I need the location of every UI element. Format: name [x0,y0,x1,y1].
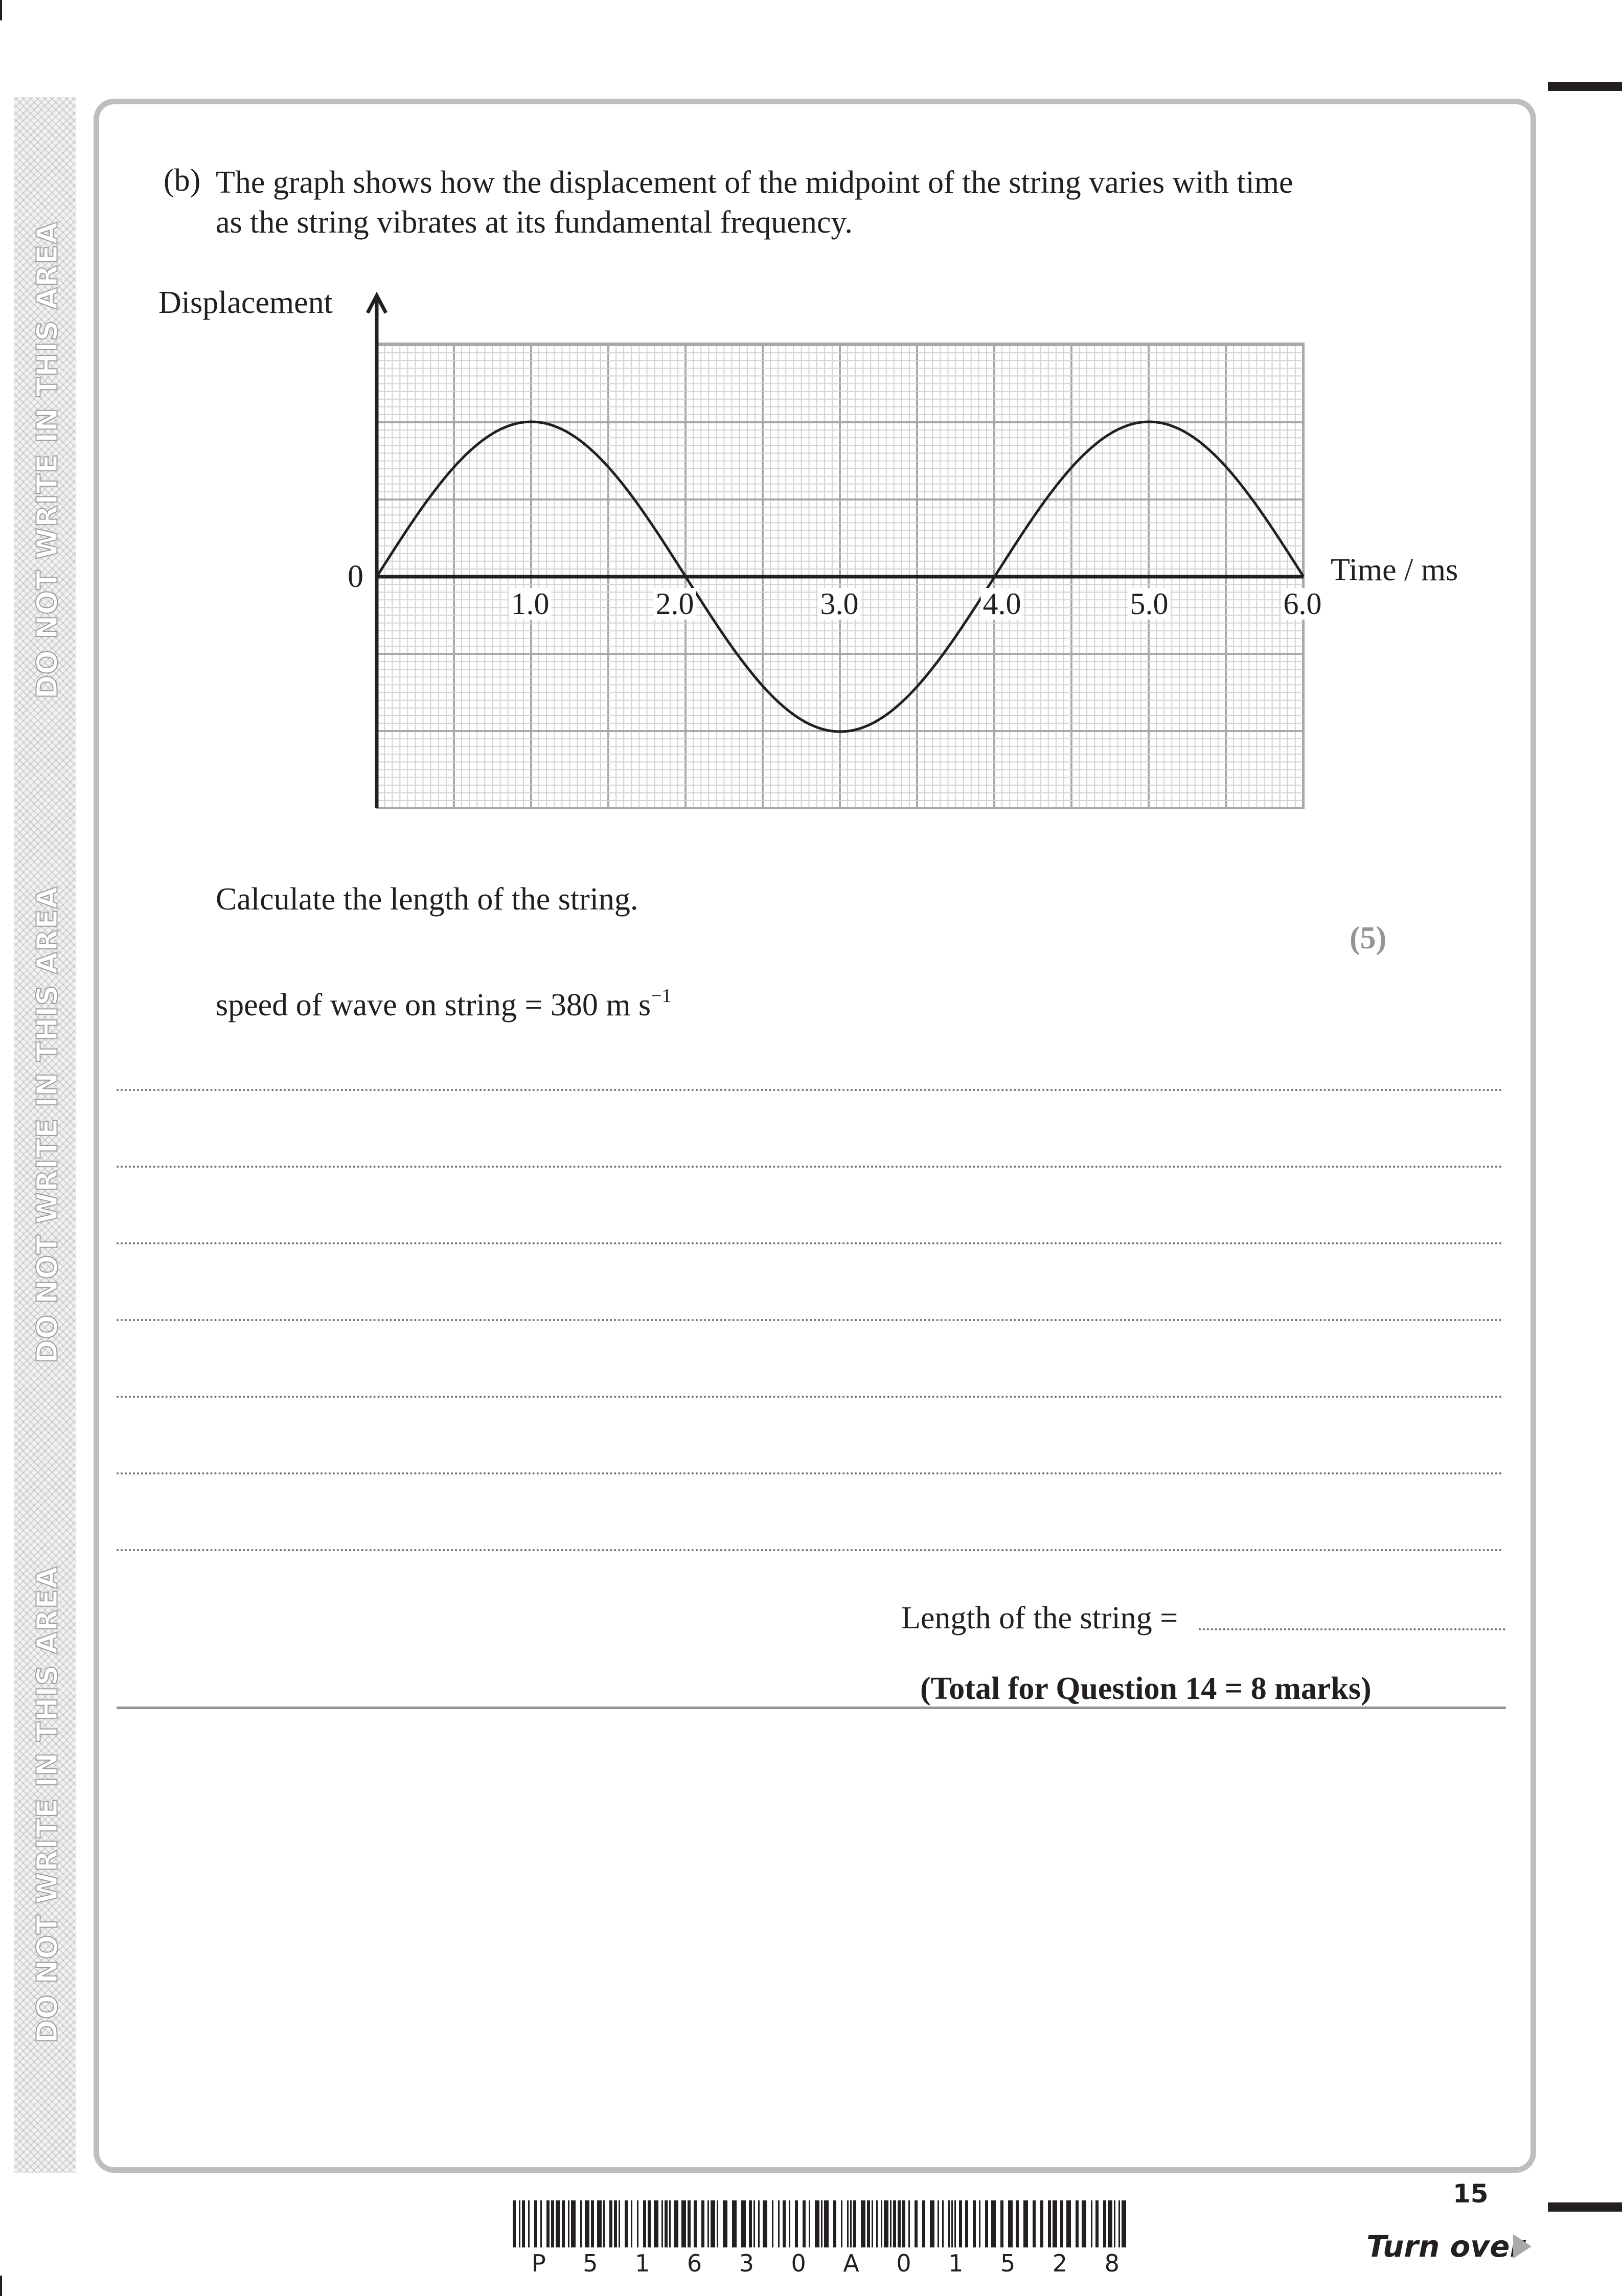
question-total: (Total for Question 14 = 8 marks) [920,1671,1372,1706]
turn-over-label: Turn over [1366,2229,1525,2264]
barcode-bar [654,2200,658,2247]
barcode-digits [532,2249,1120,2277]
answer-line[interactable] [117,1089,1503,1091]
answer-label: Length of the string = [901,1601,1178,1635]
given-data-superscript: −1 [651,985,672,1007]
barcode-bar [669,2200,671,2247]
barcode-digit: 1 [635,2249,650,2277]
barcode-bar [1048,2200,1051,2247]
barcode-bar [938,2200,939,2247]
barcode-bar [973,2200,976,2247]
barcode-bar [948,2200,950,2247]
barcode-bar [1103,2200,1106,2247]
barcode-digit: A [843,2249,859,2277]
barcode-bar [591,2200,594,2247]
barcode-bar [942,2200,944,2247]
barcode-bar [723,2200,727,2247]
barcode-bar [1114,2200,1115,2247]
x-axis-label: Time / ms [1331,553,1458,587]
barcode-bar [803,2200,806,2247]
barcode-bar [1053,2200,1057,2247]
barcode-bar [674,2200,678,2247]
barcode-bar [1095,2200,1099,2247]
barcode-bar [841,2200,842,2247]
barcode-bar [597,2200,602,2247]
barcode-bar [985,2200,988,2247]
barcode-bar [1016,2200,1019,2247]
barcode-bar [1033,2200,1036,2247]
turn-over-arrow-icon [1513,2234,1532,2259]
barcode-digit: 0 [791,2249,806,2277]
barcode-bar [625,2200,628,2247]
barcode-bar [609,2200,612,2247]
barcode-bar [902,2200,905,2247]
answer-line[interactable] [117,1472,1503,1474]
barcode-bar [872,2200,873,2247]
barcode-bar [1040,2200,1043,2247]
barcode-bar [580,2200,582,2247]
barcode-bar [833,2200,836,2247]
barcode-bar [915,2200,918,2247]
barcode-bar [1108,2200,1112,2247]
barcode-bar [853,2200,856,2247]
barcode-bar [571,2200,576,2247]
answer-line[interactable] [117,1166,1503,1168]
given-data [216,985,672,1024]
barcode-bar [643,2200,646,2247]
x-tick-label: 5.0 [1128,588,1171,620]
y-axis-label: Displacement [158,285,333,320]
barcode [513,2200,1131,2247]
barcode-bar [965,2200,968,2247]
barcode-bar [694,2200,697,2247]
origin-label: 0 [348,559,363,594]
x-tick-label: 4.0 [981,588,1023,620]
instruction-text: Calculate the length of the string. [216,882,638,917]
barcode-digit: P [532,2249,546,2277]
barcode-bar [795,2200,798,2247]
barcode-bar [749,2200,752,2247]
barcode-bar [513,2200,516,2247]
x-tick-label: 3.0 [818,588,861,620]
barcode-bar [522,2200,525,2247]
barcode-bar [1122,2200,1126,2247]
barcode-bar [847,2200,849,2247]
barcode-bar [519,2200,520,2247]
barcode-bar [1000,2200,1003,2247]
barcode-bar [528,2200,530,2247]
barcode-bar [815,2200,819,2247]
barcode-bar [778,2200,780,2247]
question-part-label: (b) [164,163,201,198]
answer-line[interactable] [117,1396,1503,1398]
barcode-bar [540,2200,542,2247]
barcode-digit: 3 [739,2249,754,2277]
question-text-line-1: The graph shows how the displacement of the midpoint of the string varies with time [216,165,1293,200]
barcode-bar [898,2200,901,2247]
x-tick-label: 6.0 [1282,588,1324,620]
answer-line[interactable] [117,1242,1503,1244]
barcode-bar [908,2200,910,2247]
barcode-bar [603,2200,605,2247]
barcode-bar [1118,2200,1120,2247]
barcode-bar [881,2200,882,2247]
barcode-bar [661,2200,663,2247]
barcode-bar [890,2200,892,2247]
barcode-bar [741,2200,746,2247]
barcode-bar [1076,2200,1079,2247]
barcode-bar [763,2200,767,2247]
barcode-bar [619,2200,620,2247]
barcode-bar [922,2200,925,2247]
given-data-text: speed of wave on string = 380 m s [216,988,651,1022]
barcode-bar [876,2200,878,2247]
barcode-bar [717,2200,718,2247]
barcode-bar [959,2200,962,2247]
barcode-bar [809,2200,810,2247]
displacement-time-graph [0,0,1622,869]
barcode-bar [861,2200,865,2247]
barcode-bar [631,2200,632,2247]
x-tick-label: 1.0 [509,588,552,620]
barcode-bar [783,2200,786,2247]
barcode-digit: 5 [583,2249,598,2277]
barcode-bar [951,2200,953,2247]
answer-line[interactable] [117,1319,1503,1321]
barcode-bar [648,2200,651,2247]
barcode-bar [979,2200,980,2247]
answer-field[interactable] [1199,1628,1505,1630]
marks-available: (5) [1350,921,1387,956]
barcode-bar [1023,2200,1028,2247]
barcode-bar [546,2200,550,2247]
registration-tick-bottom [1548,2202,1622,2212]
barcode-digit: 6 [687,2249,702,2277]
answer-line[interactable] [117,1549,1503,1551]
barcode-bar [824,2200,829,2247]
barcode-bar [930,2200,934,2247]
barcode-bar [758,2200,760,2247]
barcode-bar [585,2200,589,2247]
page-number: 15 [1453,2179,1489,2209]
x-tick-label: 2.0 [654,588,696,620]
barcode-bar [637,2200,638,2247]
barcode-bar [850,2200,852,2247]
barcode-bar [1082,2200,1086,2247]
barcode-bar [1008,2200,1013,2247]
barcode-bar [665,2200,668,2247]
barcode-bar [681,2200,686,2247]
barcode-bar [688,2200,691,2247]
barcode-bar [772,2200,773,2247]
question-end-rule [117,1707,1506,1709]
barcode-bar [551,2200,554,2247]
barcode-digit: 5 [1000,2249,1016,2277]
barcode-bar [701,2200,704,2247]
barcode-bar [884,2200,888,2247]
barcode-bar [893,2200,896,2247]
barcode-bar [1060,2200,1063,2247]
barcode-digit: 8 [1104,2249,1120,2277]
barcode-bar [534,2200,537,2247]
barcode-bar [568,2200,569,2247]
barcode-bar [789,2200,790,2247]
barcode-digit: 0 [896,2249,911,2277]
barcode-bar [954,2200,956,2247]
barcode-bar [707,2200,709,2247]
barcode-bar [1066,2200,1071,2247]
barcode-bar [562,2200,565,2247]
barcode-bar [732,2200,737,2247]
barcode-digit: 2 [1052,2249,1068,2277]
barcode-bar [753,2200,755,2247]
barcode-bar [867,2200,870,2247]
barcode-bar [711,2200,715,2247]
crop-mark-bottom-left [0,2276,2,2296]
barcode-bar [821,2200,823,2247]
barcode-bar [1091,2200,1092,2247]
barcode-bar [991,2200,996,2247]
question-text-line-2: as the string vibrates at its fundamental frequency. [216,205,853,240]
barcode-bar [556,2200,560,2247]
barcode-bar [614,2200,617,2247]
barcode-digit: 1 [948,2249,964,2277]
